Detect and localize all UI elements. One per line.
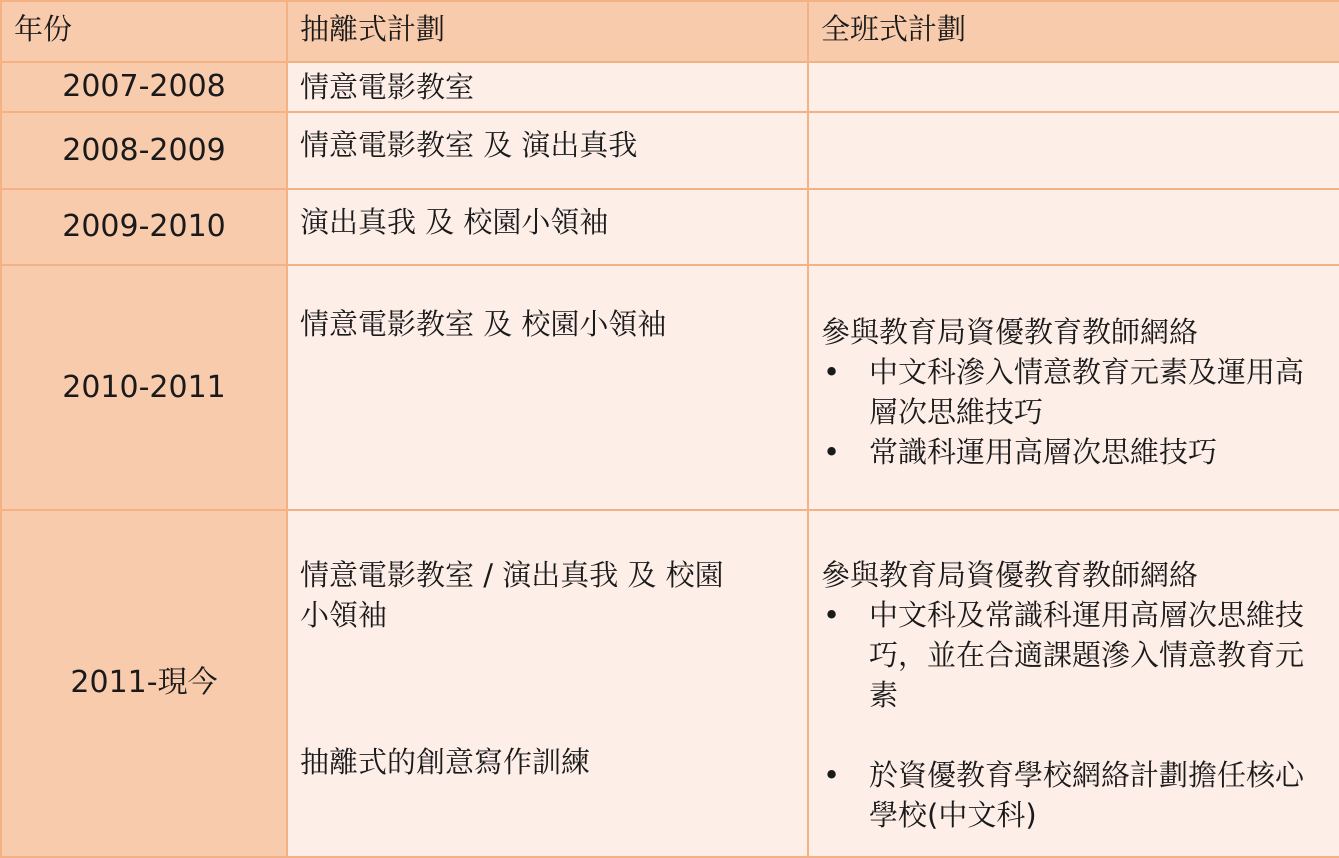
wholeclass-cell <box>808 265 1339 510</box>
wholeclass-title: 參與教育局資優教育教師網絡 <box>821 557 1199 592</box>
header-wholeclass: 全班式計劃 <box>808 1 1339 62</box>
pullout-text: 演出真我 及 校園小領袖 <box>300 204 609 239</box>
pullout-cell <box>287 265 808 510</box>
pullout-cell <box>287 62 808 112</box>
bullet-list <box>821 595 1327 835</box>
table-row <box>1 112 1339 188</box>
bullet-list <box>821 352 1327 472</box>
header-pullout: 抽離式計劃 <box>287 1 808 62</box>
list-item: • 常識科運用高層次思維技巧 <box>821 432 1327 472</box>
pullout-text: 抽離式的創意寫作訓練 <box>300 744 591 779</box>
pullout-text: 情意電影教室 <box>300 70 475 104</box>
wholeclass-cell <box>808 112 1339 188</box>
wholeclass-cell <box>808 510 1339 857</box>
list-spacer <box>821 715 1327 755</box>
wholeclass-cell <box>808 189 1339 265</box>
table-row <box>1 62 1339 112</box>
list-item: • 中文科滲入情意教育元素及運用高層次思維技巧 <box>821 352 1327 432</box>
pullout-text: 情意電影教室 / 演出真我 及 校園小領袖 <box>300 557 724 632</box>
list-item: • 中文科及常識科運用高層次思維技巧，並在合適課題滲入情意教育元素 <box>821 595 1327 715</box>
pullout-text: 情意電影教室 及 校園小領袖 <box>300 307 667 342</box>
wholeclass-cell <box>808 62 1339 112</box>
table-row <box>1 189 1339 265</box>
pullout-cell <box>287 189 808 265</box>
table-row <box>1 510 1339 857</box>
list-item: • 於資優教育學校網絡計劃擔任核心學校(中文科) <box>821 755 1327 835</box>
year-cell: 2008-2009 <box>1 112 287 188</box>
pullout-text: 情意電影教室 及 演出真我 <box>300 128 638 163</box>
pullout-cell <box>287 510 808 857</box>
year-cell: 2010-2011 <box>1 265 287 510</box>
pullout-cell <box>287 112 808 188</box>
header-row <box>1 1 1339 62</box>
wholeclass-title: 參與教育局資優教育教師網絡 <box>821 315 1199 350</box>
year-cell: 2009-2010 <box>1 189 287 265</box>
year-cell: 2011-現今 <box>1 510 287 857</box>
year-cell: 2007-2008 <box>1 62 287 112</box>
header-year: 年份 <box>1 1 287 62</box>
table-row <box>1 265 1339 510</box>
